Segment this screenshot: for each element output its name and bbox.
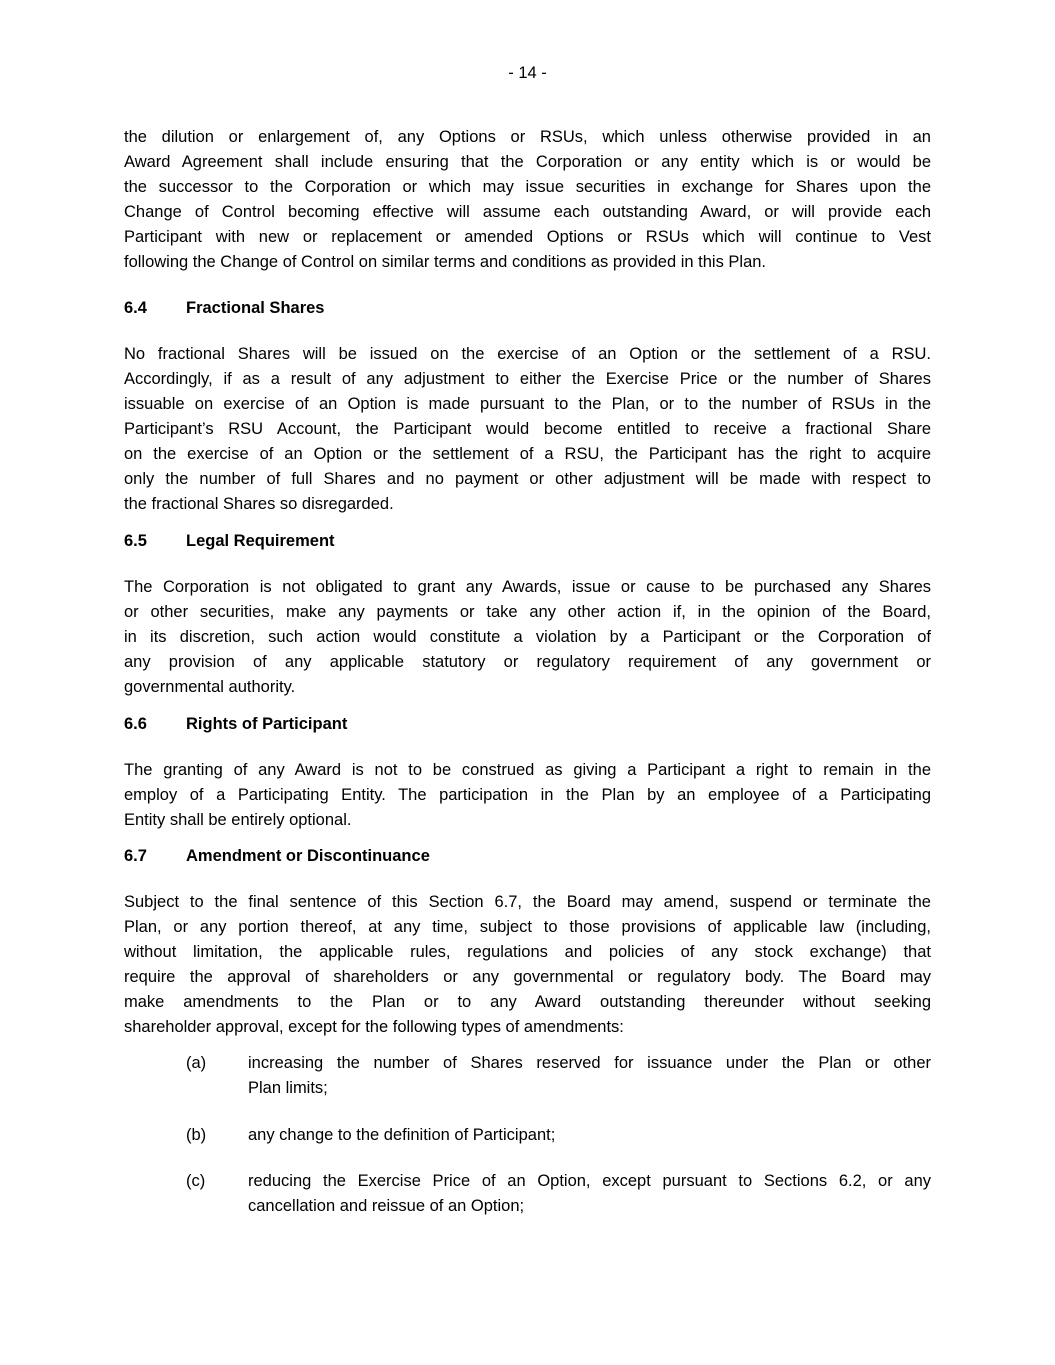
text-line: shareholder approval, except for the following types of amendments:	[124, 1018, 624, 1036]
text-line: without limitation, the applicable rules, regulations and policies of any stock exchange) that	[124, 943, 931, 961]
intro-paragraph	[124, 125, 931, 275]
section-paragraph-6-6	[124, 758, 931, 833]
section-number: 6.4	[124, 299, 147, 317]
section-title: Rights of Participant	[186, 715, 348, 733]
section-title: Amendment or Discontinuance	[186, 847, 430, 865]
text-line: on the exercise of an Option or the settlement of a RSU, the Participant has the right to acquire	[124, 445, 931, 463]
text-line: Plan, or any portion thereof, at any time, subject to those provisions of applicable law (including,	[124, 918, 931, 936]
text-line: Change of Control becoming effective will assume each outstanding Award, or will provide each	[124, 203, 931, 221]
text-line: in its discretion, such action would constitute a violation by a Participant or the Corporation of	[124, 628, 931, 646]
page-number: - 14 -	[508, 64, 547, 82]
section-paragraph-6-7	[124, 890, 931, 1040]
text-line: Award Agreement shall include ensuring that the Corporation or any entity which is or would be	[124, 153, 931, 171]
text-line: reducing the Exercise Price of an Option, except pursuant to Sections 6.2, or any	[248, 1172, 931, 1190]
section-number: 6.5	[124, 532, 147, 550]
section-title: Legal Requirement	[186, 532, 335, 550]
text-line: increasing the number of Shares reserved for issuance under the Plan or other	[248, 1054, 931, 1072]
text-line: any provision of any applicable statutory or regulatory requirement of any government or	[124, 653, 931, 671]
text-line: issuable on exercise of an Option is made pursuant to the Plan, or to the number of RSUs in the	[124, 395, 931, 413]
section-number: 6.6	[124, 715, 147, 733]
text-line: Accordingly, if as a result of any adjustment to either the Exercise Price or the number of Shares	[124, 370, 931, 388]
text-line: make amendments to the Plan or to any Award outstanding thereunder without seeking	[124, 993, 931, 1011]
text-line: governmental authority.	[124, 678, 296, 696]
text-line: only the number of full Shares and no payment or other adjustment will be made with respect to	[124, 470, 931, 488]
text-line: the successor to the Corporation or which may issue securities in exchange for Shares upon the	[124, 178, 931, 196]
text-line: any change to the definition of Participant;	[248, 1126, 556, 1144]
section-title: Fractional Shares	[186, 299, 325, 317]
text-line: No fractional Shares will be issued on the exercise of an Option or the settlement of a RSU.	[124, 345, 931, 363]
text-line: Participant with new or replacement or amended Options or RSUs which will continue to Vest	[124, 228, 931, 246]
list-item-text	[248, 1123, 931, 1148]
text-line: following the Change of Control on similar terms and conditions as provided in this Plan.	[124, 253, 767, 271]
text-line: cancellation and reissue of an Option;	[248, 1197, 525, 1215]
text-line: the dilution or enlargement of, any Options or RSUs, which unless otherwise provided in an	[124, 128, 931, 146]
text-line: Participant’s RSU Account, the Participant would become entitled to receive a fractional Share	[124, 420, 931, 438]
section-number: 6.7	[124, 847, 147, 865]
text-line: or other securities, make any payments or take any other action if, in the opinion of the Board,	[124, 603, 931, 621]
section-paragraph-6-5	[124, 575, 931, 700]
text-line: The Corporation is not obligated to grant any Awards, issue or cause to be purchased any Shares	[124, 578, 931, 596]
text-line: The granting of any Award is not to be construed as giving a Participant a right to remain in the	[124, 761, 931, 779]
text-line: the fractional Shares so disregarded.	[124, 495, 394, 513]
text-line: employ of a Participating Entity. The participation in the Plan by an employee of a Participating	[124, 786, 931, 804]
list-item-text	[248, 1051, 931, 1101]
list-item-label: (b)	[186, 1126, 207, 1144]
list-item-label: (c)	[186, 1172, 206, 1190]
list-item-label: (a)	[186, 1054, 207, 1072]
text-line: Plan limits;	[248, 1079, 328, 1097]
text-line: require the approval of shareholders or any governmental or regulatory body. The Board may	[124, 968, 931, 986]
text-line: Entity shall be entirely optional.	[124, 811, 352, 829]
text-line: Subject to the final sentence of this Section 6.7, the Board may amend, suspend or terminate the	[124, 893, 931, 911]
section-paragraph-6-4	[124, 342, 931, 517]
list-item-text	[248, 1169, 931, 1219]
